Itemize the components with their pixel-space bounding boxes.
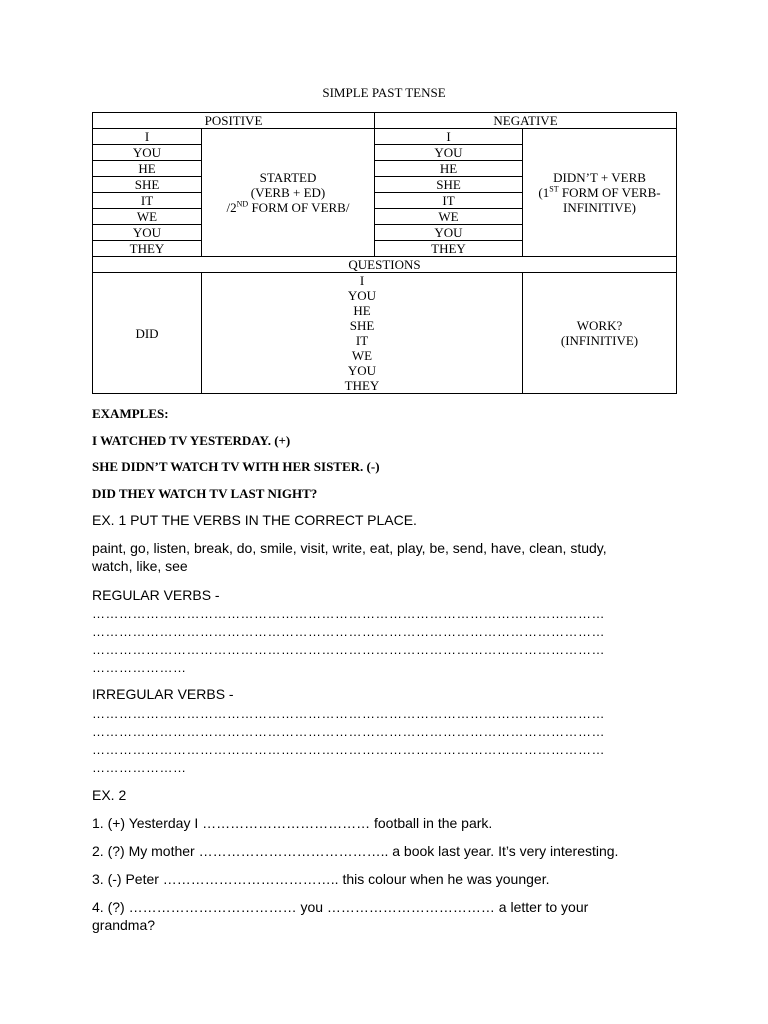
pronoun-cell: WE xyxy=(375,209,523,225)
examples-heading: EXAMPLES: xyxy=(92,406,169,421)
answer-line: …………………………………………………………………………………………………… xyxy=(92,742,605,757)
ex1-title: EX. 1 PUT THE VERBS IN THE CORRECT PLACE. xyxy=(92,512,417,528)
answer-line-short: ………………… xyxy=(92,660,187,675)
answer-line: …………………………………………………………………………………………………… xyxy=(92,642,605,657)
positive-header: POSITIVE xyxy=(93,113,375,129)
answer-line: …………………………………………………………………………………………………… xyxy=(92,624,605,639)
pronoun-cell: THEY xyxy=(93,241,202,257)
pronoun-cell: YOU xyxy=(93,225,202,241)
pronoun-cell: I xyxy=(93,129,202,145)
ex1-verbs-line1: paint, go, listen, break, do, smile, visit, write, eat, play, be, send, have, clean, study, xyxy=(92,540,607,556)
questions-pronouns: I YOU HE SHE IT WE YOU THEY xyxy=(202,273,523,394)
answer-line-short: ………………… xyxy=(92,760,187,775)
regular-verbs-label: REGULAR VERBS - xyxy=(92,587,220,603)
positive-rule: STARTED (VERB + ED) /2ND FORM OF VERB/ xyxy=(202,129,375,257)
pronoun-cell: HE xyxy=(375,161,523,177)
pronoun-cell: I xyxy=(375,129,523,145)
ex2-item-3: 3. (-) Peter ……………………………….. this colour when he was younger. xyxy=(92,871,550,887)
questions-header: QUESTIONS xyxy=(93,257,677,273)
answer-line: …………………………………………………………………………………………………… xyxy=(92,724,605,739)
pronoun-cell: SHE xyxy=(375,177,523,193)
answer-line: …………………………………………………………………………………………………… xyxy=(92,706,605,721)
negative-rule: DIDN’T + VERB (1ST FORM OF VERB- INFINITIVE) xyxy=(523,129,677,257)
pronoun-cell: IT xyxy=(93,193,202,209)
answer-line: …………………………………………………………………………………………………… xyxy=(92,606,605,621)
page-title: SIMPLE PAST TENSE xyxy=(322,85,446,100)
example-question: DID THEY WATCH TV LAST NIGHT? xyxy=(92,486,318,501)
pronoun-cell: THEY xyxy=(375,241,523,257)
pronoun-cell: HE xyxy=(93,161,202,177)
ex2-item-4: 4. (?) ……………………………… you ……………………………… a letter to your xyxy=(92,899,589,915)
pronoun-cell: SHE xyxy=(93,177,202,193)
grammar-table xyxy=(92,112,677,394)
pronoun-cell: YOU xyxy=(93,145,202,161)
questions-verb: WORK? (INFINITIVE) xyxy=(523,273,677,394)
negative-header: NEGATIVE xyxy=(375,113,677,129)
ex2-title: EX. 2 xyxy=(92,787,127,803)
ex2-item-4-cont: grandma? xyxy=(92,917,156,933)
pronoun-cell: WE xyxy=(93,209,202,225)
questions-aux: DID xyxy=(93,273,202,394)
example-positive: I WATCHED TV YESTERDAY. (+) xyxy=(92,433,291,448)
ex1-verbs-line2: watch, like, see xyxy=(92,558,188,574)
pronoun-cell: IT xyxy=(375,193,523,209)
pronoun-cell: YOU xyxy=(375,225,523,241)
irregular-verbs-label: IRREGULAR VERBS - xyxy=(92,686,234,702)
ex2-item-1: 1. (+) Yesterday I ……………………………… football in the park. xyxy=(92,815,493,831)
example-negative: SHE DIDN’T WATCH TV WITH HER SISTER. (-) xyxy=(92,459,380,474)
pronoun-cell: YOU xyxy=(375,145,523,161)
ex2-item-2: 2. (?) My mother ………………………………….. a book last year. It’s very interesting. xyxy=(92,843,619,859)
